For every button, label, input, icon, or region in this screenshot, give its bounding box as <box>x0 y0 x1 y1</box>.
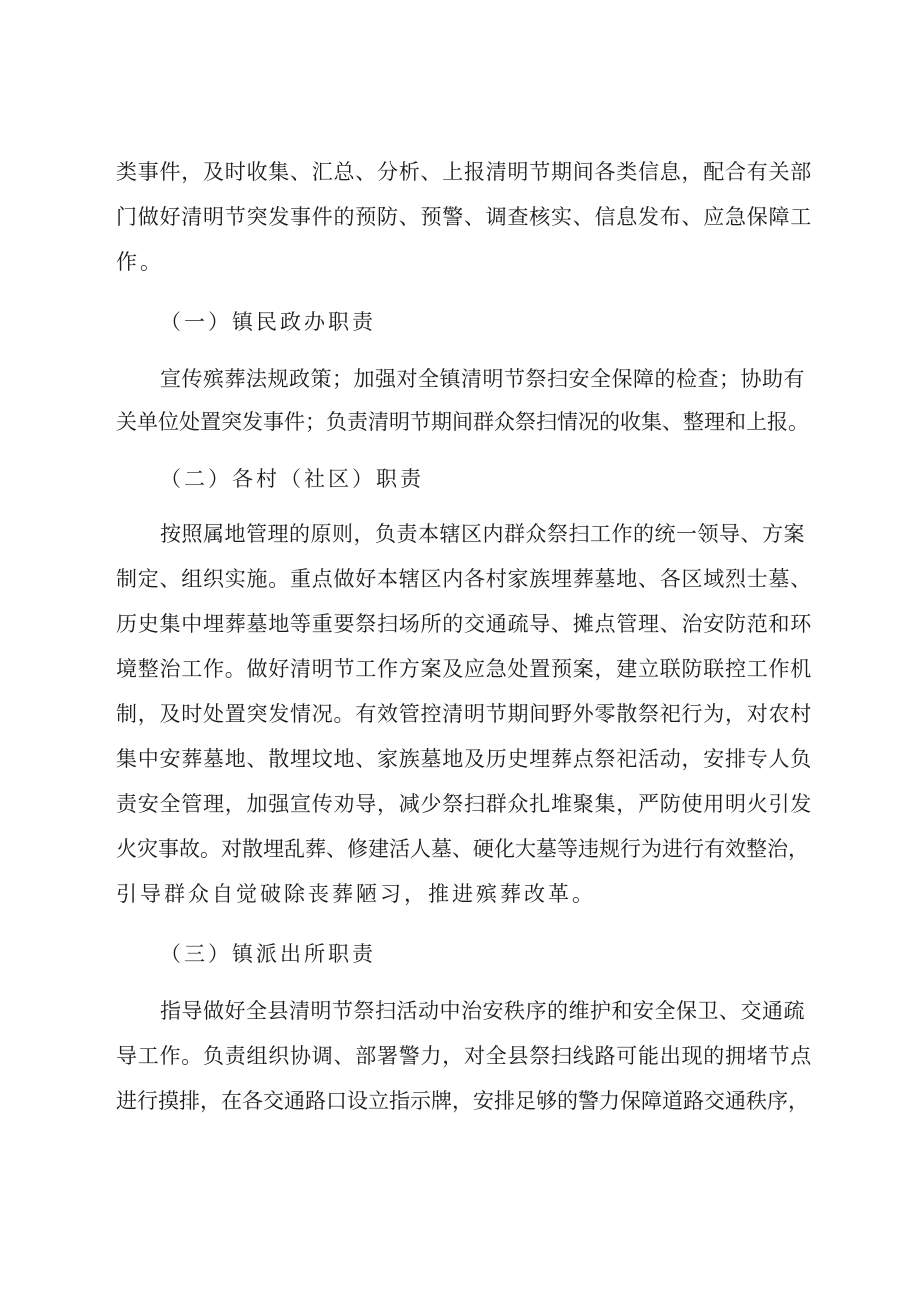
section-2-line-3: 历史集中埋葬墓地等重要祭扫场所的交通疏导、摊点管理、治安防范和环 <box>116 612 812 636</box>
intro-line-3: 作。 <box>116 250 164 274</box>
intro-line-1: 类事件，及时收集、汇总、分析、上报清明节期间各类信息，配合有关部 <box>116 160 812 184</box>
section-2-line-6: 集中安葬墓地、散埋坟地、家族墓地及历史埋葬点祭祀活动，安排专人负 <box>116 747 812 771</box>
section-3-line-2: 导工作。负责组织协调、部署警力，对全县祭扫线路可能出现的拥堵节点 <box>116 1044 812 1068</box>
section-1-line-1: 宣传殡葬法规政策；加强对全镇清明节祭扫安全保障的检查；协助有 <box>160 367 805 391</box>
section-3-line-1: 指导做好全县清明节祭扫活动中治安秩序的维护和安全保卫、交通疏 <box>160 999 805 1023</box>
section-2-line-5: 制，及时处置突发情况。有效管控清明节期间野外零散祭祀行为，对农村 <box>116 702 812 726</box>
section-2-line-4: 境整治工作。做好清明节工作方案及应急处置预案，建立联防联控工作机 <box>116 657 812 681</box>
intro-line-2: 门做好清明节突发事件的预防、预警、调查核实、信息发布、应急保障工 <box>116 205 812 229</box>
section-3-line-3: 进行摸排，在各交通路口设立指示牌，安排足够的警力保障道路交通秩序， <box>116 1089 809 1113</box>
section-2-line-8: 火灾事故。对散埋乱葬、修建活人墓、硬化大墓等违规行为进行有效整治， <box>116 837 809 861</box>
section-2-line-1: 按照属地管理的原则，负责本辖区内群众祭扫工作的统一领导、方案 <box>160 522 805 546</box>
section-2-line-2: 制定、组织实施。重点做好本辖区内各村家族埋葬墓地、各区域烈士墓、 <box>116 567 812 591</box>
section-heading-1: （一）镇民政办职责 <box>160 310 376 334</box>
section-heading-3: （三）镇派出所职责 <box>160 942 376 966</box>
section-2-line-7: 责安全管理，加强宣传劝导，减少祭扫群众扎堆聚集，严防使用明火引发 <box>116 792 812 816</box>
section-2-line-9: 引导群众自觉破除丧葬陋习，推进殡葬改革。 <box>116 882 596 906</box>
section-1-line-2: 关单位处置突发事件；负责清明节期间群众祭扫情况的收集、整理和上报。 <box>116 410 809 434</box>
section-heading-2: （二）各村（社区）职责 <box>160 467 424 491</box>
